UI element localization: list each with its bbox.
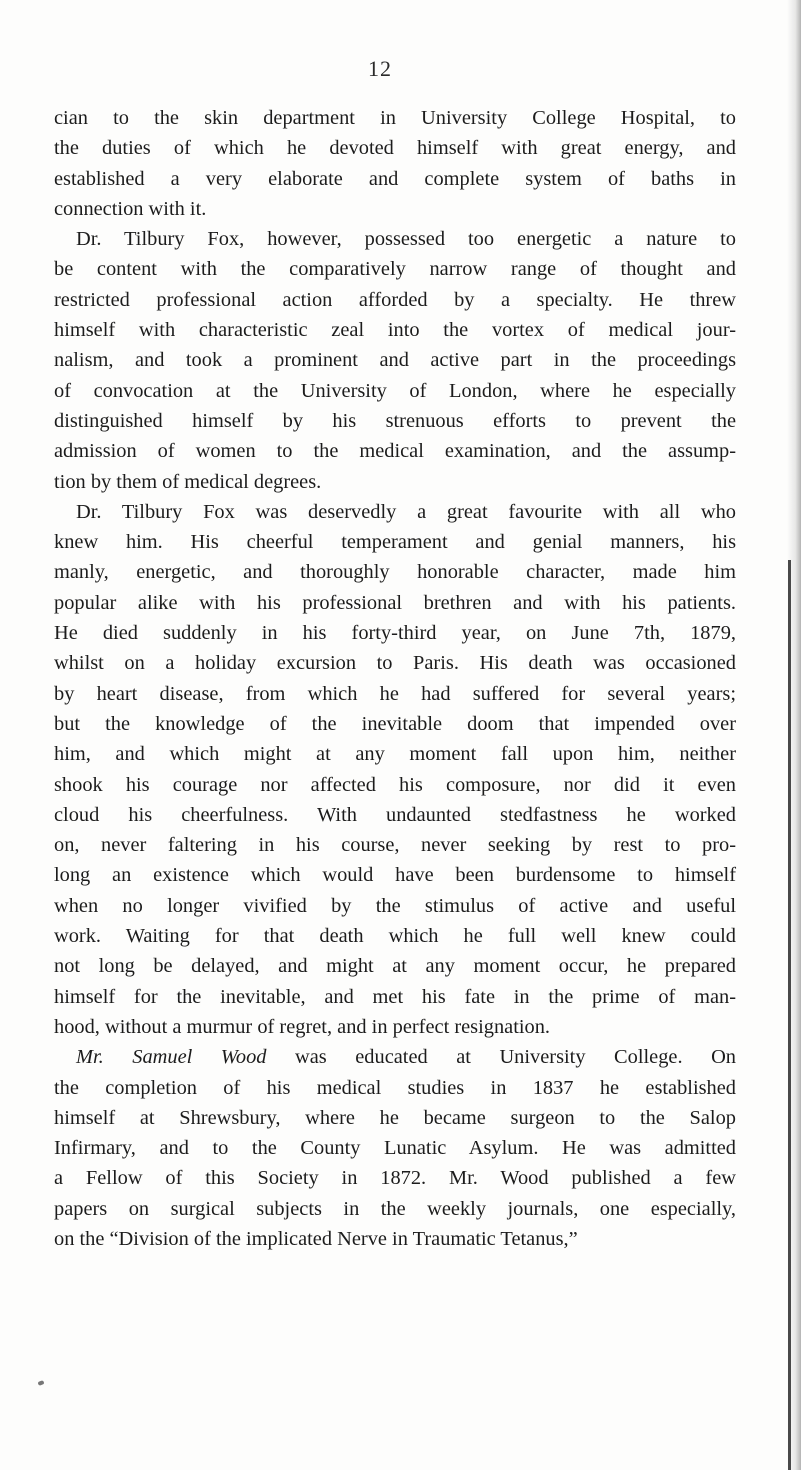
- text-line: papers on surgical subjects in the weekly journals, one especially,: [54, 1197, 736, 1220]
- text-line: not long be delayed, and might at any moment occur, he prepared: [54, 955, 736, 978]
- italic-name: Mr. Samuel Wood: [76, 1046, 267, 1069]
- text-line: connection with it.: [54, 197, 207, 220]
- text-line: when no longer vivified by the stimulus of active and useful: [54, 894, 736, 917]
- text-line: nalism, and took a prominent and active part in the proceedings: [54, 349, 736, 372]
- text-line: Dr. Tilbury Fox was deservedly a great favourite with all who: [76, 500, 736, 523]
- text-line: shook his courage nor affected his composure, nor did it even: [54, 773, 736, 796]
- text-run: was educated at University College. On: [295, 1046, 736, 1069]
- text-line: whilst on a holiday excursion to Paris. His death was occasioned: [54, 652, 736, 675]
- text-line: of convocation at the University of London, where he especially: [54, 379, 736, 402]
- paragraph-4: [54, 1042, 736, 1254]
- paragraph-1: [54, 103, 736, 224]
- text-line: admission of women to the medical examination, and the assump-: [54, 440, 736, 463]
- ink-speck: [37, 1380, 44, 1386]
- text-line: Dr. Tilbury Fox, however, possessed too energetic a nature to: [76, 228, 736, 251]
- text-line: He died suddenly in his forty-third year, on June 7th, 1879,: [54, 622, 736, 645]
- text-line: work. Waiting for that death which he full well knew could: [54, 925, 736, 948]
- text-line: [54, 1042, 736, 1072]
- text-line: a Fellow of this Society in 1872. Mr. Wood published a few: [54, 1167, 736, 1190]
- text-line: Infirmary, and to the County Lunatic Asylum. He was admitted: [54, 1137, 736, 1160]
- text-line: long an existence which would have been burdensome to himself: [54, 864, 736, 887]
- text-line: cian to the skin department in University College Hospital, to: [54, 107, 736, 129]
- text-line: restricted professional action afforded by a specialty. He threw: [54, 288, 736, 311]
- text-line: established a very elaborate and complete system of baths in: [54, 167, 736, 190]
- text-line: on, never faltering in his course, never seeking by rest to pro-: [54, 834, 736, 857]
- text-line: the duties of which he devoted himself with great energy, and: [54, 137, 736, 160]
- text-line: manly, energetic, and thoroughly honorable character, made him: [54, 561, 736, 584]
- text-line: popular alike with his professional brethren and with his patients.: [54, 591, 736, 614]
- text-line: tion by them of medical degrees.: [54, 470, 322, 493]
- text-line: himself at Shrewsbury, where he became surgeon to the Salop: [54, 1106, 736, 1129]
- paragraph-3: [54, 497, 736, 1042]
- text-line: hood, without a murmur of regret, and in perfect resignation.: [54, 1015, 551, 1038]
- text-line: but the knowledge of the inevitable doom that impended over: [54, 712, 736, 735]
- page-number: 12: [368, 56, 392, 81]
- paragraph-2: [54, 224, 736, 497]
- text-line: him, and which might at any moment fall upon him, neither: [54, 743, 736, 766]
- text-line: knew him. His cheerful temperament and genial manners, his: [54, 531, 736, 554]
- text-line: cloud his cheerfulness. With undaunted stedfastness he worked: [54, 803, 736, 826]
- text-line: distinguished himself by his strenuous efforts to prevent the: [54, 409, 736, 432]
- page-edge-line: [788, 560, 791, 1470]
- text-line: by heart disease, from which he had suffered for several years;: [54, 682, 736, 705]
- text-line: on the “Division of the implicated Nerve in Traumatic Tetanus,”: [54, 1227, 578, 1250]
- text-line: himself with characteristic zeal into the vortex of medical jour-: [54, 319, 736, 342]
- text-line: himself for the inevitable, and met his fate in the prime of man-: [54, 985, 736, 1008]
- text-line: be content with the comparatively narrow range of thought and: [54, 258, 736, 281]
- text-line: the completion of his medical studies in 1837 he established: [54, 1076, 736, 1099]
- body-text: [54, 103, 736, 1254]
